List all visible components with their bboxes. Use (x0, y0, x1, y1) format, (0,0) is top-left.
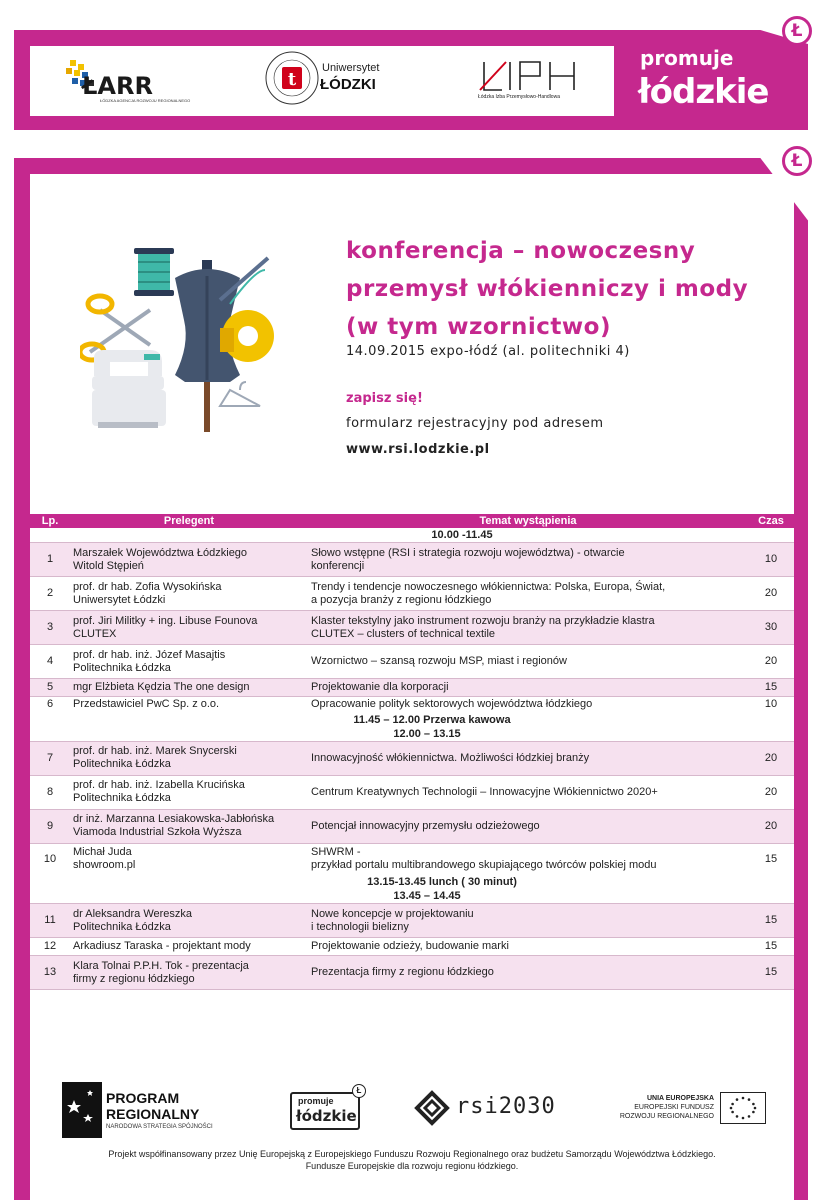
speaker-affiliation: Viamoda Industrial Szkoła Wyższa (73, 826, 242, 838)
promuje-lodzkie-footer-logo (290, 1092, 360, 1130)
ul-name-line2: ŁÓDZKI (320, 76, 376, 93)
row-prelegent (70, 577, 308, 611)
eu-flag-stars-icon (62, 1082, 102, 1138)
row-temat: Projektowanie odzieży, budowanie marki (308, 938, 748, 956)
topic-line2: CLUTEX – clusters of technical textile (311, 627, 496, 640)
topic-line2: przykład portalu multibrandowego skupiającego twórców polskiej modu (311, 859, 657, 872)
row-czas: 20 (748, 809, 794, 843)
row-lp: 10 (43, 852, 57, 865)
svg-text:t: t (287, 69, 297, 90)
liph-logo (478, 60, 588, 106)
row-prelegent (70, 645, 308, 679)
row-czas: 15 (764, 852, 778, 865)
row-temat (308, 611, 748, 645)
brand-lodzkie: łódzkie (638, 72, 769, 112)
speaker-name: prof. dr hab. inż. Marek Snycerski (73, 745, 237, 757)
session-time-row (30, 727, 794, 742)
agenda-table (30, 514, 794, 990)
table-row (30, 543, 794, 577)
brand-promuje: promuje (640, 46, 734, 70)
speaker-affiliation: Politechnika Łódzka (73, 661, 171, 674)
funding-note-line2: Fundusze Europejskie dla rozwoju regionu łódzkiego. (305, 1161, 519, 1171)
table-row (30, 679, 794, 697)
program-subtitle: NARODOWA STRATEGIA SPÓJNOŚCI (106, 1124, 213, 1130)
event-title-line2: przemysł włókienniczy i mody (346, 276, 749, 302)
frame-badge-icon: Ł (782, 146, 812, 176)
table-row (30, 645, 794, 679)
larr-subtitle: ŁÓDZKA AGENCJA ROZWOJU REGIONALNEGO (100, 98, 191, 103)
topic-line2: konferencji (311, 559, 365, 572)
header-lp: Lp. (30, 514, 70, 528)
row-lp: 13 (30, 956, 70, 990)
register-cta: zapisz się! (346, 391, 423, 406)
break-row (30, 875, 794, 889)
row-lp: 6 (46, 698, 54, 711)
row-czas: 10 (748, 543, 794, 577)
row-temat (308, 904, 748, 938)
row-lp: 11 (30, 904, 70, 938)
speaker-affiliation: Witold Stępień (73, 559, 144, 572)
row-prelegent (70, 809, 308, 843)
table-row (30, 938, 794, 956)
larr-logo (66, 60, 216, 104)
speaker-name: dr inż. Marzanna Lesiakowska-Jabłońska (73, 813, 275, 825)
table-row (30, 741, 794, 775)
header-temat: Temat wystąpienia (308, 514, 748, 528)
rsi-text: rsi2030 (456, 1094, 556, 1119)
table-row (30, 577, 794, 611)
ul-name-line1: Uniwersytet (322, 62, 380, 74)
row-temat: Centrum Kreatywnych Technologii – Innowacyjne Włókiennictwo 2020+ (308, 775, 748, 809)
row-czas: 20 (748, 577, 794, 611)
row-prelegent (70, 904, 308, 938)
row-lp: 5 (30, 679, 70, 697)
table-row (30, 697, 794, 713)
ul-seal-icon (264, 50, 320, 106)
row-temat: Projektowanie dla korporacji (308, 679, 748, 697)
row-lp: 2 (30, 577, 70, 611)
row-lp: 9 (30, 809, 70, 843)
speaker-name: prof. dr hab. Zofia Wysokińska (73, 580, 222, 593)
break-row (30, 713, 794, 727)
speaker-affiliation: showroom.pl (73, 859, 136, 872)
brand-badge-icon: Ł (782, 16, 812, 46)
row-czas: 15 (748, 679, 794, 697)
speaker-affiliation: Politechnika Łódzka (73, 920, 171, 933)
speaker-name: Marszałek Województwa Łódzkiego (73, 546, 248, 559)
row-czas: 15 (748, 938, 794, 956)
session-time-row (30, 528, 794, 543)
row-lp: 12 (30, 938, 70, 956)
row-czas: 15 (748, 904, 794, 938)
event-title-line1: konferencja – nowoczesny (346, 238, 696, 264)
topic-line1: Nowe koncepcje w projektowaniu (311, 907, 474, 920)
row-czas: 20 (748, 775, 794, 809)
agenda-header-row (30, 514, 794, 528)
program-regionalny-logo (62, 1082, 252, 1138)
row-lp: 7 (30, 741, 70, 775)
program-line1: PROGRAM (106, 1090, 180, 1106)
speaker-name: mgr Elżbieta Kędzia The one design (70, 679, 308, 697)
speaker-affiliation: Politechnika Łódzka (73, 758, 171, 770)
registration-form-text: formularz rejestracyjny pod adresem (346, 416, 604, 431)
header-prelegent: Prelegent (70, 514, 308, 528)
eu-line1: UNIA EUROPEJSKA (646, 1095, 714, 1102)
speaker-name: dr Aleksandra Wereszka (73, 907, 193, 920)
table-row (30, 956, 794, 990)
row-temat: Prezentacja firmy z regionu łódzkiego (308, 956, 748, 990)
row-prelegent (70, 775, 308, 809)
row-czas: 20 (748, 741, 794, 775)
eu-line2: EUROPEJSKI FUNDUSZ (634, 1104, 714, 1111)
row-prelegent (70, 741, 308, 775)
row-czas: 10 (764, 698, 778, 711)
coffee-break: 11.45 – 12.00 Przerwa kawowa (30, 713, 794, 727)
row-prelegent (70, 956, 308, 990)
row-temat: Opracowanie polityk sektorowych województwa łódzkiego (311, 698, 593, 711)
larr-name: ŁARR (82, 72, 153, 100)
session-time: 13.45 – 14.45 (30, 889, 794, 904)
speaker-affiliation: CLUTEX (73, 627, 117, 640)
session-time: 12.00 – 13.15 (30, 727, 794, 742)
topic-line2: a pozycja branży z regionu łódzkiego (311, 593, 492, 606)
speaker-name: Klara Tolnai P.P.H. Tok - prezentacja (73, 959, 249, 972)
header-czas: Czas (748, 514, 794, 528)
footer-promuje: promuje (298, 1096, 334, 1106)
funding-note-line1: Projekt współfinansowany przez Unię Europejską z Europejskiego Funduszu Rozwoju Regionalnego oraz budżetu Samorządu Województwa Łódzkiego. (108, 1149, 716, 1159)
event-title-line3: (w tym wzornictwo) (346, 314, 611, 340)
session-time: 10.00 -11.45 (30, 528, 794, 543)
topic-line1: SHWRM - (311, 846, 361, 859)
session-time-row (30, 889, 794, 904)
thread-spool-icon (134, 248, 174, 296)
speaker-affiliation: Uniwersytet Łódzki (73, 593, 166, 606)
hanger-icon (220, 382, 260, 406)
fashion-illustration (80, 240, 280, 440)
event-title (346, 232, 786, 346)
row-czas: 30 (748, 611, 794, 645)
eu-text (610, 1094, 714, 1121)
program-line2: REGIONALNY (106, 1106, 200, 1122)
topic-line1: Słowo wstępne (RSI i strategia rozwoju województwa) - otwarcie (311, 546, 625, 559)
row-prelegent (70, 543, 308, 577)
registration-url[interactable]: www.rsi.lodzkie.pl (346, 442, 490, 457)
table-row (30, 809, 794, 843)
speaker-name: Przedstawiciel PwC Sp. z o.o. (73, 698, 220, 711)
table-row (30, 775, 794, 809)
lunch-break: 13.15-13.45 lunch ( 30 minut) (30, 875, 794, 889)
event-date-place: 14.09.2015 expo-łódź (al. politechniki 4) (346, 344, 630, 359)
row-temat: Potencjał innowacyjny przemysłu odzieżowego (308, 809, 748, 843)
eu-logo (610, 1092, 766, 1128)
liph-lettermark-icon (478, 60, 582, 92)
speaker-name: prof. dr hab. inż. Józef Masajtis (73, 648, 226, 661)
row-lp: 4 (30, 645, 70, 679)
row-lp: 3 (30, 611, 70, 645)
speaker-affiliation: firmy z regionu łódzkiego (73, 972, 195, 985)
row-lp: 1 (30, 543, 70, 577)
row-temat (308, 843, 748, 875)
topic-line2: i technologii bielizny (311, 920, 409, 933)
row-temat (308, 543, 748, 577)
row-prelegent (70, 843, 308, 875)
rsi2030-logo (414, 1088, 574, 1128)
eu-line3: ROZWOJU REGIONALNEGO (619, 1113, 714, 1120)
liph-subtitle: Łódzka Izba Przemysłowo-Handlowa (478, 94, 560, 100)
speaker-name: Arkadiusz Taraska - projektant mody (70, 938, 308, 956)
row-temat: Wzornictwo – szansą rozwoju MSP, miast i regionów (308, 645, 748, 679)
speaker-name: prof. Jiri Militky + ing. Libuse Founova (73, 614, 258, 627)
speaker-affiliation: Politechnika Łódzka (73, 792, 171, 804)
table-row (30, 843, 794, 875)
speaker-name: prof. dr hab. inż. Izabella Krucińska (73, 779, 245, 791)
table-row (30, 611, 794, 645)
rsi-diamond-icon (414, 1090, 450, 1126)
topic-line1: Trendy i tendencje nowoczesnego włókiennictwa: Polska, Europa, Świat, (311, 580, 666, 593)
speaker-name: Michał Juda (73, 846, 132, 859)
row-czas: 15 (748, 956, 794, 990)
row-czas: 20 (748, 645, 794, 679)
eu-flag-icon (720, 1092, 766, 1124)
table-row (30, 904, 794, 938)
row-temat: Innowacyjność włókiennictwa. Możliwości łódzkiej branży (308, 741, 748, 775)
footer-lodzkie: łódzkie (296, 1107, 357, 1125)
row-prelegent (70, 611, 308, 645)
ul-logo (264, 50, 414, 110)
funding-note (30, 1148, 794, 1172)
topic-line1: Klaster tekstylny jako instrument rozwoju branży na przykładzie klastra (311, 614, 655, 627)
row-temat (308, 577, 748, 611)
footer-badge-icon: Ł (352, 1084, 366, 1098)
row-lp: 8 (30, 775, 70, 809)
sewing-machine-icon (92, 350, 166, 428)
